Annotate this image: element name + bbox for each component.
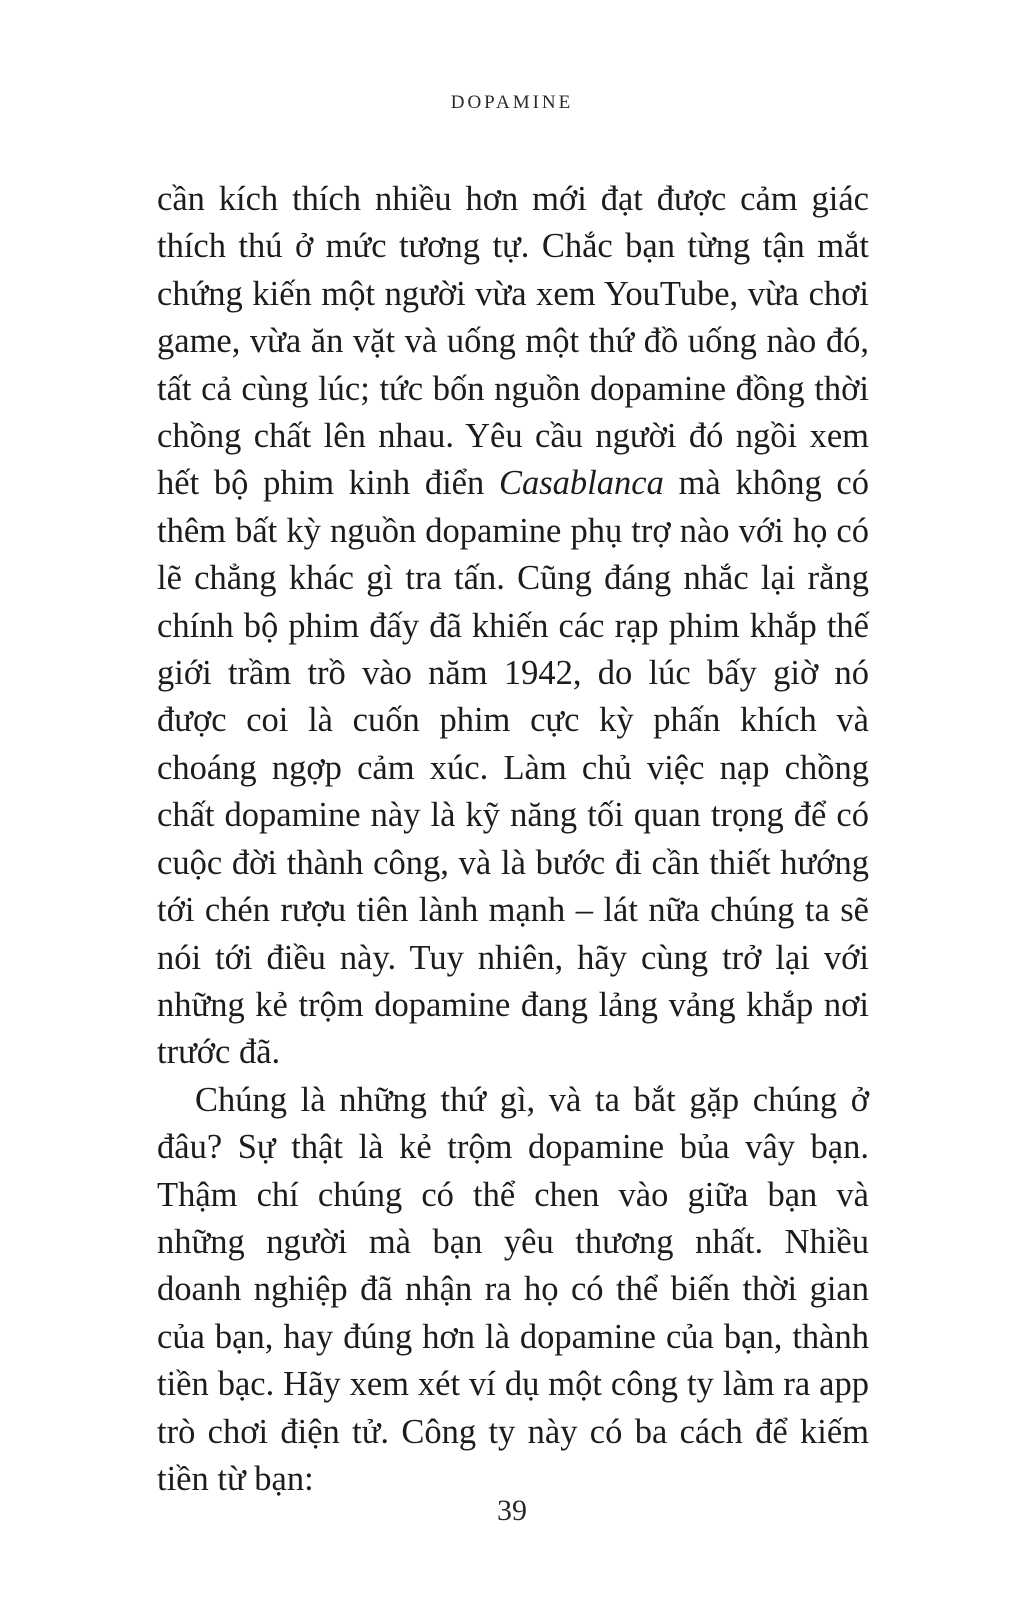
paragraph-1	[157, 176, 869, 1077]
page-number: 39	[497, 1494, 527, 1527]
paragraph-1-text-after-title: mà không có thêm bất kỳ nguồn dopamine phụ trợ nào với họ có lẽ chẳng khác gì tra tấn. Cũng đáng nhắc lại rằng chính bộ phim đấy đã khiến các rạp phim khắp thế giới trầm trồ vào năm 1942, do lúc bấy giờ nó được coi là cuốn phim cực kỳ phấn khích và choáng ngợp cảm xúc. Làm chủ việc nạp chồng chất dopamine này là kỹ năng tối quan trọng để có cuộc đời thành công, và là bước đi cần thiết hướng tới chén rượu tiên lành mạnh – lát nữa chúng ta sẽ nói tới điều này. Tuy nhiên, hãy cùng trở lại với những kẻ trộm dopamine đang lảng vảng khắp nơi trước đã.	[157, 464, 869, 1072]
paragraph-1-text-before-title: cần kích thích nhiều hơn mới đạt được cảm giác thích thú ở mức tương tự. Chắc bạn từng tận mắt chứng kiến một người vừa xem YouTube, vừa chơi game, vừa ăn vặt và uống một thứ đồ uống nào đó, tất cả cùng lúc; tức bốn nguồn dopamine đồng thời chồng chất lên nhau. Yêu cầu người đó ngồi xem hết bộ phim kinh điển	[157, 180, 869, 503]
film-title-casablanca: Casablanca	[498, 464, 664, 503]
paragraph-2: Chúng là những thứ gì, và ta bắt gặp chúng ở đâu? Sự thật là kẻ trộm dopamine bủa vây bạn. Thậm chí chúng có thể chen vào giữa bạn và những người mà bạn yêu thương nhất. Nhiều doanh nghiệp đã nhận ra họ có thể biến thời gian của bạn, hay đúng hơn là dopamine của bạn, thành tiền bạc. Hãy xem xét ví dụ một công ty làm ra app trò chơi điện tử. Công ty này có ba cách để kiếm tiền từ bạn:	[157, 1080, 869, 1498]
body-text	[157, 176, 869, 1503]
running-header-title: DOPAMINE	[450, 92, 574, 113]
